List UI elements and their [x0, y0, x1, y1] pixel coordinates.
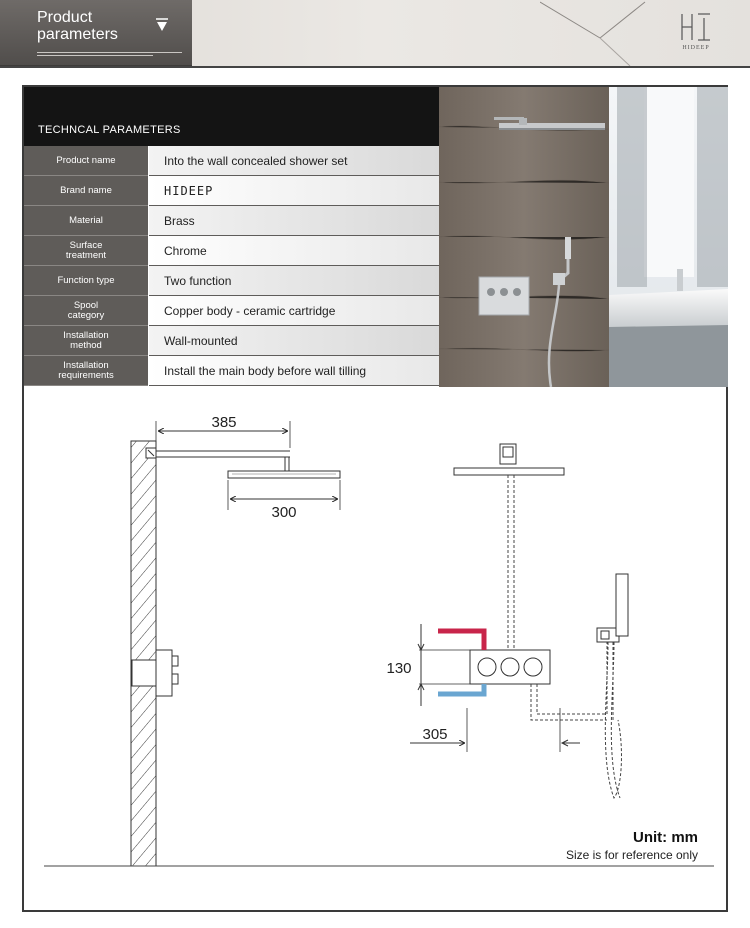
table-row [24, 206, 439, 236]
row-label: Spool category [24, 296, 148, 326]
row-value: Brass [149, 206, 439, 236]
page-header [0, 0, 750, 68]
product-photo [439, 87, 728, 387]
row-label: Product name [24, 146, 148, 176]
row-value: Copper body - ceramic cartridge [149, 296, 439, 326]
section-tab [0, 0, 192, 68]
row-value: Wall-mounted [149, 326, 439, 356]
row-label: Installation requirements [24, 356, 148, 386]
row-value: HIDEEP [149, 176, 439, 206]
dimension-arm-length: 385 [211, 414, 237, 431]
row-value: Two function [149, 266, 439, 296]
spec-table [24, 87, 439, 387]
brand-logo-text: HIDEEP [682, 45, 710, 51]
table-row [24, 176, 439, 206]
triangle-down-icon [156, 18, 168, 32]
row-label: Function type [24, 266, 148, 296]
table-row [24, 266, 439, 296]
table-row [24, 146, 439, 176]
table-row [24, 356, 439, 386]
dimension-head-width: 300 [271, 504, 297, 521]
header-divider [0, 66, 750, 68]
decorative-lines [540, 0, 650, 68]
row-label: Installation method [24, 326, 148, 356]
unit-label: Unit: mm [633, 829, 698, 846]
table-row [24, 296, 439, 326]
row-value: Into the wall concealed shower set [149, 146, 439, 176]
reference-note: Size is for reference only [565, 848, 698, 862]
dimension-valve-offset: 305 [422, 726, 448, 743]
row-value: Install the main body before wall tilling [149, 356, 439, 386]
dimension-valve-height: 130 [386, 660, 412, 677]
spec-table-heading: TECHNCAL PARAMETERS [38, 124, 181, 136]
spec-table-header [24, 87, 439, 146]
brand-logo-icon [679, 12, 713, 42]
row-label: Material [24, 206, 148, 236]
decorative-fine-print [37, 52, 182, 59]
row-label: Surface treatment [24, 236, 148, 266]
row-label: Brand name [24, 176, 148, 206]
row-value: Chrome [149, 236, 439, 266]
table-row [24, 236, 439, 266]
section-title: Product parameters [37, 9, 118, 43]
table-row [24, 326, 439, 356]
